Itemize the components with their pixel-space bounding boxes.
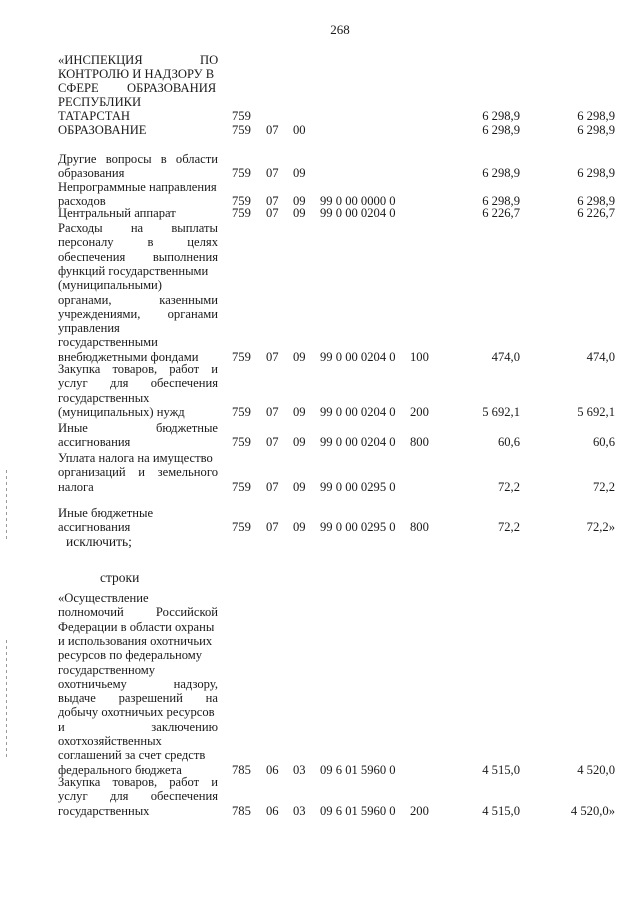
amount-column-1: 4 515,0 (482, 803, 520, 818)
row-label-line: (муниципальными) (58, 278, 162, 293)
row-label-line: и заключению (58, 719, 218, 734)
row-label-line: персоналу в целях (58, 235, 218, 250)
row-label-line: Непрограммные направления (58, 180, 217, 194)
subsection-code: 09 (293, 206, 306, 220)
expense-type-code: 200 (410, 803, 429, 818)
amount-column-2: 4 520,0 (577, 762, 615, 777)
ved-code: 759 (232, 404, 251, 419)
subsection-code: 09 (293, 165, 306, 180)
subsection-code: 09 (293, 435, 306, 450)
closing-text: исключить; (66, 534, 132, 549)
amount-column-2: 72,2 (592, 479, 615, 494)
heading-line: ОБРАЗОВАНИЯ (127, 81, 217, 95)
expense-type-code: 100 (410, 349, 429, 364)
amount-column-1: 72,2 (497, 520, 520, 535)
target-article-code: 99 0 00 0295 0 (320, 479, 396, 494)
section-code: 07 (266, 520, 279, 535)
scan-artifact (6, 640, 7, 760)
amount-column-2: 6 226,7 (577, 206, 615, 220)
section-code: 07 (266, 123, 279, 137)
amount-column-1: 72,2 (497, 479, 520, 494)
section-code: 07 (266, 165, 279, 180)
amount-column-2: 6 298,9 (577, 109, 615, 123)
row-label-line: и использования охотничьих (58, 633, 213, 648)
subsection-code: 09 (293, 520, 306, 535)
section-code: 07 (266, 435, 279, 450)
row-label-line: охотхозяйственных (58, 734, 162, 748)
section-code: 07 (266, 479, 279, 494)
amount-column-1: 6 298,9 (482, 123, 520, 137)
subsection-code: 09 (293, 479, 306, 494)
ved-code: 759 (232, 349, 251, 364)
amount-column-2: 474,0 (586, 349, 615, 364)
heading-line: СФЕРЕ (58, 81, 99, 95)
amount-column-2: 4 520,0» (570, 803, 615, 818)
row-label-line: органами, казенными (58, 292, 218, 307)
row-label-line: добычу охотничьих ресурсов (58, 705, 215, 720)
row-label-line: ассигнования (58, 520, 131, 535)
row-label-line: Другие вопросы в области (58, 151, 218, 166)
section-code: 07 (266, 404, 279, 419)
subsection-code: 09 (293, 349, 306, 364)
scan-artifact (6, 470, 7, 540)
amount-column-2: 6 298,9 (577, 194, 615, 209)
ved-code: 759 (232, 123, 251, 137)
ved-code: 785 (232, 803, 251, 818)
amount-column-2: 6 298,9 (577, 123, 615, 137)
amount-column-2: 5 692,1 (577, 404, 615, 419)
row-label-line: услуг для обеспечения (58, 376, 218, 391)
row-label-line: учреждениями, органами (58, 306, 218, 321)
section-code: 07 (266, 349, 279, 364)
amount-column-1: 474,0 (491, 349, 520, 364)
row-label-line: организаций и земельного (58, 465, 218, 480)
row-label-line: охотничьему надзору, (58, 676, 218, 691)
subsection-code: 03 (293, 762, 306, 777)
amount-column-2: 60,6 (592, 435, 615, 450)
row-label-line: выдаче разрешений на (58, 691, 218, 706)
amount-column-1: 60,6 (497, 435, 520, 450)
row-label-line: ассигнования (58, 435, 131, 450)
row-label-line: государственных (58, 803, 150, 818)
target-article-code: 99 0 00 0204 0 (320, 206, 396, 220)
row-label-line: государственному (58, 662, 156, 677)
amount-column-1: 4 515,0 (482, 762, 520, 777)
expense-type-code: 800 (410, 435, 429, 450)
subsection-code: 09 (293, 194, 306, 209)
row-label-line: ресурсов по федеральному (58, 648, 203, 663)
subsection-code: 00 (293, 123, 306, 137)
row-label-line: расходов (58, 194, 106, 209)
row-label-line: полномочий Российской (58, 605, 218, 620)
row-label-line: внебюджетными фондами (58, 349, 199, 364)
row-label-line: государственных (58, 390, 150, 405)
amount-column-1: 6 298,9 (482, 109, 520, 123)
row-label-line: государственными (58, 335, 158, 350)
row-label-line: налога (58, 479, 94, 494)
ved-code: 759 (232, 435, 251, 450)
row-label-line: управления (58, 321, 120, 336)
target-article-code: 09 6 01 5960 0 (320, 803, 396, 818)
page-number: 268 (330, 22, 350, 37)
ved-code: 759 (232, 479, 251, 494)
ved-code: 759 (232, 206, 251, 220)
row-label-line: «Осуществление (58, 591, 149, 605)
row-label-line: Центральный аппарат (58, 206, 176, 220)
row-label-line: функций государственными (58, 263, 209, 278)
row-label-line: Закупка товаров, работ и (58, 362, 218, 376)
row-label-line: Иные бюджетные (58, 506, 154, 520)
section-code: 06 (266, 803, 279, 818)
expense-type-code: 200 (410, 404, 429, 419)
target-article-code: 99 0 00 0000 0 (320, 194, 396, 209)
section-code: 06 (266, 762, 279, 777)
amount-column-2: 6 298,9 (577, 165, 615, 180)
amount-column-1: 6 298,9 (482, 165, 520, 180)
row-label-line: (муниципальных) нужд (58, 404, 185, 419)
amount-column-2: 72,2» (586, 520, 615, 535)
target-article-code: 09 6 01 5960 0 (320, 762, 396, 777)
row-label-line: ТАТАРСТАН (58, 109, 131, 123)
row-label-line: ОБРАЗОВАНИЕ (58, 123, 147, 137)
ved-code: 759 (232, 109, 251, 123)
ved-code: 785 (232, 762, 251, 777)
row-label-line: федерального бюджета (58, 762, 182, 777)
target-article-code: 99 0 00 0204 0 (320, 349, 396, 364)
ved-code: 759 (232, 520, 251, 535)
ved-code: 759 (232, 194, 251, 209)
row-label-line: образования (58, 165, 125, 180)
subsection-code: 09 (293, 404, 306, 419)
row-label-line: Расходы на выплаты (58, 221, 218, 235)
heading-line: КОНТРОЛЮ И НАДЗОРУ В (58, 67, 215, 81)
heading-line: «ИНСПЕКЦИЯ (58, 53, 143, 67)
heading-line: РЕСПУБЛИКИ (58, 95, 142, 109)
target-article-code: 99 0 00 0295 0 (320, 520, 396, 535)
section-code: 07 (266, 206, 279, 220)
section-code: 07 (266, 194, 279, 209)
row-label-line: Закупка товаров, работ и (58, 775, 218, 789)
expense-type-code: 800 (410, 520, 429, 535)
row-label-line: Иные бюджетные (58, 421, 218, 435)
row-label-line: услуг для обеспечения (58, 789, 218, 804)
target-article-code: 99 0 00 0204 0 (320, 404, 396, 419)
row-label-line: обеспечения выполнения (58, 249, 218, 264)
row-label-line: Федерации в области охраны (58, 619, 215, 634)
intro-text: строки (100, 570, 140, 585)
subsection-code: 03 (293, 803, 306, 818)
amount-column-1: 5 692,1 (482, 404, 520, 419)
heading-line: ПО (200, 53, 219, 67)
row-label-line: соглашений за счет средств (58, 748, 206, 763)
row-label-line: Уплата налога на имущество (58, 451, 213, 465)
ved-code: 759 (232, 165, 251, 180)
target-article-code: 99 0 00 0204 0 (320, 435, 396, 450)
amount-column-1: 6 298,9 (482, 194, 520, 209)
amount-column-1: 6 226,7 (482, 206, 520, 220)
